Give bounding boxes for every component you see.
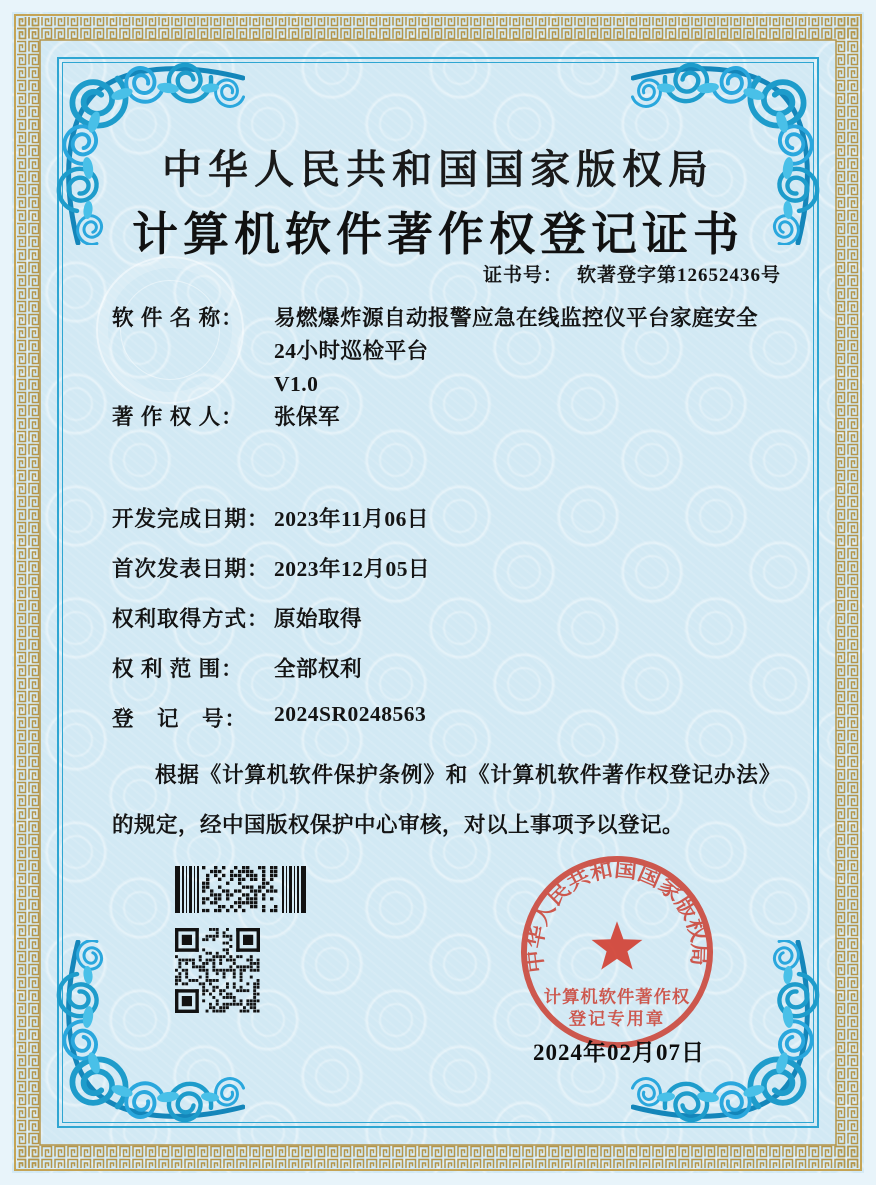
certificate-title: 计算机软件著作权登记证书 <box>132 209 744 260</box>
field-software-name <box>112 302 786 401</box>
seal-star <box>592 921 643 969</box>
seal-ring-text: 中华人民共和国国家版权局 <box>523 858 711 974</box>
field-copyright-owner <box>112 400 786 431</box>
barcode-2d <box>175 866 307 913</box>
field-value: 2024SR0248563 <box>274 702 427 726</box>
field-first-publish-date <box>112 552 786 583</box>
field-value <box>274 302 758 401</box>
field-value: 2023年12月05日 <box>274 557 431 581</box>
field-rights-scope <box>112 652 786 683</box>
official-red-seal <box>518 853 716 1051</box>
field-value: 全部权利 <box>274 657 363 681</box>
qr-code <box>175 928 260 1013</box>
field-rights-acquisition <box>112 602 786 633</box>
field-registration-number <box>112 702 786 733</box>
field-label: 开发完成日期： <box>112 507 270 531</box>
field-label: 软 件 名 称： <box>112 306 244 330</box>
field-label: 登 记 号： <box>112 707 248 731</box>
field-label: 权利取得方式： <box>112 607 270 631</box>
field-label: 首次发表日期： <box>112 557 270 581</box>
field-dev-complete-date <box>112 502 786 533</box>
certificate-number-row <box>483 260 781 287</box>
certificate-number-value: 软著登字第12652436号 <box>576 265 781 286</box>
field-value: 原始取得 <box>274 607 363 631</box>
field-label: 著 作 权 人： <box>112 405 244 429</box>
software-name-line-2: 24小时巡检平台 <box>274 339 429 363</box>
field-label: 权 利 范 围： <box>112 657 244 681</box>
field-value: 张保军 <box>274 405 341 429</box>
software-name-line-1: 易燃爆炸源自动报警应急在线监控仪平台家庭安全 <box>274 306 759 330</box>
field-value: 2023年11月06日 <box>274 507 429 531</box>
certificate-number-label: 证书号： <box>482 265 563 286</box>
seal-line-1: 计算机软件著作权 <box>543 987 691 1007</box>
software-version: V1.0 <box>274 372 319 396</box>
registration-statement: 根据《计算机软件保护条例》和《计算机软件著作权登记办法》的规定，经中国版权保护中心审核，对以上事项予以登记。 <box>112 763 770 837</box>
seal-line-2: 登记专用章 <box>568 1009 666 1029</box>
issue-date: 2024年02月07日 <box>533 1040 705 1065</box>
issuer-title: 中华人民共和国国家版权局 <box>162 147 714 192</box>
